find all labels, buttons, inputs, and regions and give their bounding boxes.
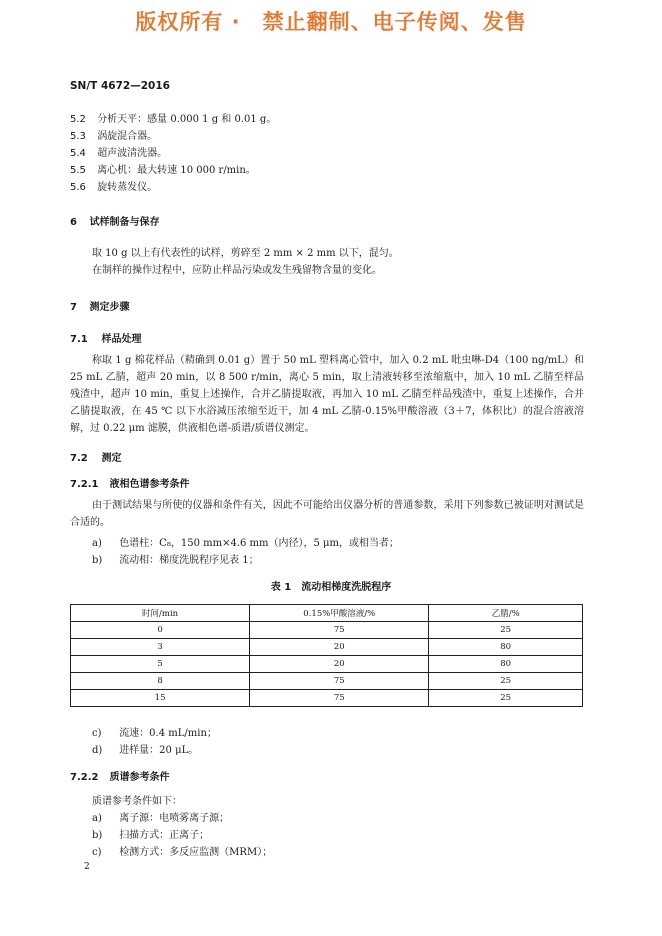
standard-code: SN/T 4672—2016 (70, 80, 170, 92)
list-marker: b) (92, 555, 103, 566)
paragraph: 由于测试结果与所使的仪器和条件有关，因此不可能给出仪器分析的普通参数，采用下列参数已被证明对测试是合适的。 (70, 500, 584, 528)
table-cell: 20 (250, 639, 429, 656)
section-number: 7.1 (70, 334, 88, 345)
section-title: 样品处理 (101, 334, 142, 345)
table-cell: 75 (250, 673, 429, 690)
section-heading-7 (70, 298, 129, 313)
section-number: 7 (70, 302, 77, 313)
list-item (92, 809, 229, 824)
list-item (70, 110, 276, 125)
section-number: 6 (70, 217, 77, 228)
section-title: 试样制备与保存 (89, 217, 160, 228)
table-row (71, 639, 583, 656)
table-row (71, 690, 583, 707)
section-heading-7-2-2 (70, 768, 169, 783)
table-row (71, 622, 583, 639)
list-item-text: 扫描方式：正离子； (119, 830, 210, 841)
table-cell: 80 (429, 656, 583, 673)
section-title: 测定步骤 (89, 302, 130, 313)
table-row (71, 673, 583, 690)
watermark-banner: 版权所有 · 禁止翻制、电子传阅、发售 (135, 10, 527, 34)
section-number: 7.2.1 (70, 479, 99, 490)
table-cell: 20 (250, 656, 429, 673)
column-header: 0.15%甲酸溶液/% (250, 605, 429, 622)
list-item-text: 进样量：20 μL。 (119, 745, 199, 756)
list-item-text: 分析天平：感量 0.000 1 g 和 0.01 g。 (97, 114, 277, 125)
section-number: 7.2.2 (70, 772, 99, 783)
section-title: 质谱参考条件 (109, 772, 170, 783)
list-item-text: 检测方式：多反应监测（MRM）； (119, 847, 273, 858)
table-cell: 80 (429, 639, 583, 656)
list-item-text: 涡旋混合器。 (97, 131, 158, 142)
section-heading-7-2-1 (70, 475, 189, 490)
paragraph: 称取 1 g 棉花样品（精确到 0.01 g）置于 50 mL 塑料离心管中，加入 0.2 mL 吡虫啉-D4（100 ng/mL）和 25 mL 乙腈，超声 20 min，以 8 500 r/min，离心 5 min，取上清液转移至浓缩瓶中，加入 10 mL 乙腈至样品残渣中，超声 10 min，重复上述操作，合并乙腈提取液，再加入 10 mL 乙腈至样品残渣中，重复上述操作，合并乙腈提取液，在 45 ℃ 以下水浴减压浓缩至近干，加 4 mL 乙腈-0.15%甲酸溶液（3＋7，体积比）的混合溶液溶解，过 0.22 μm 滤膜，供液相色谱-质谱/质谱仪测定。 (70, 355, 584, 434)
list-marker: b) (92, 830, 103, 841)
list-marker: a) (92, 538, 102, 549)
table-cell: 25 (429, 673, 583, 690)
section-number: 7.2 (70, 453, 88, 464)
list-item (92, 826, 209, 841)
table-caption: 表 1 流动相梯度洗脱程序 (270, 582, 392, 593)
table-cell: 75 (250, 622, 429, 639)
page-number: 2 (84, 862, 90, 872)
list-marker: d) (92, 745, 103, 756)
section-title: 液相色谱参考条件 (109, 479, 190, 490)
column-header: 时间/min (71, 605, 250, 622)
list-item (92, 741, 198, 756)
column-header: 乙腈/% (429, 605, 583, 622)
list-item (70, 127, 157, 142)
list-marker: a) (92, 813, 102, 824)
list-item-text: 超声波清洗器。 (97, 148, 168, 159)
paragraph: 在制样的操作过程中，应防止样品污染或发生残留物含量的变化。 (92, 265, 382, 276)
list-item (92, 843, 272, 858)
table-cell: 75 (250, 690, 429, 707)
paragraph: 取 10 g 以上有代表性的试样，剪碎至 2 mm × 2 mm 以下，混匀。 (92, 248, 399, 259)
table-cell: 0 (71, 622, 250, 639)
list-item (70, 161, 256, 176)
list-marker: c) (92, 847, 102, 858)
list-item-text: 流动相：梯度洗脱程序见表 1； (119, 555, 259, 566)
clause-number: 5.2 (70, 114, 86, 125)
table-row (71, 656, 583, 673)
section-heading-7-1 (70, 330, 141, 345)
table-header-row (71, 605, 583, 622)
list-item (70, 178, 157, 193)
table-cell: 5 (71, 656, 250, 673)
list-item-text: 离心机：最大转速 10 000 r/min。 (97, 165, 256, 176)
list-item-text: 流速：0.4 mL/min； (119, 728, 217, 739)
section-heading-6 (70, 213, 159, 228)
table-cell: 25 (429, 690, 583, 707)
table-cell: 15 (71, 690, 250, 707)
table-cell: 8 (71, 673, 250, 690)
clause-number: 5.3 (70, 131, 86, 142)
section-heading-7-2 (70, 449, 121, 464)
gradient-table (70, 604, 583, 707)
list-item (92, 724, 217, 739)
section-title: 测定 (101, 453, 122, 464)
clause-number: 5.6 (70, 182, 86, 193)
list-item-text: 色谱柱：C₈，150 mm×4.6 mm（内径），5 μm，或相当者； (119, 538, 400, 549)
list-marker: c) (92, 728, 102, 739)
clause-number: 5.5 (70, 165, 86, 176)
clause-number: 5.4 (70, 148, 86, 159)
list-item-text: 旋转蒸发仪。 (97, 182, 158, 193)
list-item (92, 534, 399, 549)
list-item (70, 144, 167, 159)
table-cell: 3 (71, 639, 250, 656)
list-item-text: 离子源：电喷雾离子源； (119, 813, 230, 824)
list-item (92, 551, 259, 566)
paragraph: 质谱参考条件如下： (92, 796, 182, 807)
table-cell: 25 (429, 622, 583, 639)
